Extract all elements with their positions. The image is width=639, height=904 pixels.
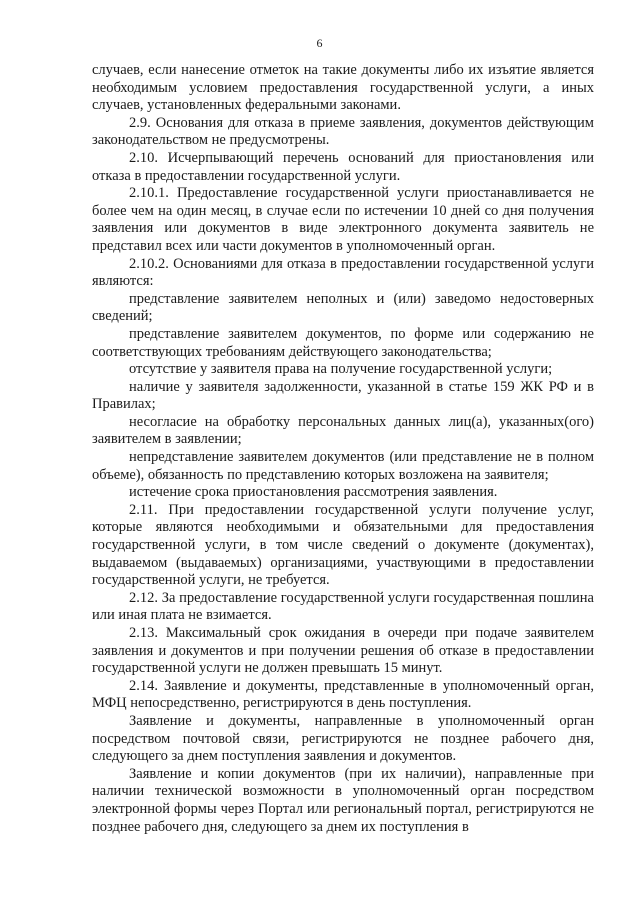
- list-item: отсутствие у заявителя права на получение государственной услуги;: [129, 361, 553, 378]
- paragraph: 2.12. За предоставление государственной услуги государственная пошлина или иная плата не взимается.: [92, 589, 594, 624]
- paragraph: 2.10.1. Предоставление государственной услуги приостанавливается не более чем на один месяц, в случае если по истечении 10 дней со дня получения заявления или документов в виде электронного документа заявитель не представил всех или части документов в уполномоченный орган.: [92, 185, 594, 254]
- list-item: непредставление заявителем документов (или представление не в полном объеме), обязанность по представлению которых возложена на заявителя;: [92, 449, 594, 483]
- paragraph: случаев, если нанесение отметок на такие документы либо их изъятие является необходимым условием предоставления государственной услуги, а иных случаев, установленных федеральными законами.: [92, 62, 594, 114]
- list-item: представление заявителем неполных и (или) заведомо недостоверных сведений;: [92, 290, 594, 325]
- paragraph: 2.10.2. Основаниями для отказа в предоставлении государственной услуги являются:: [92, 255, 594, 290]
- paragraph: Заявление и документы, направленные в уполномоченный орган посредством почтовой связи, регистрируются не позднее рабочего дня, следующего за днем поступления заявления и документов.: [92, 712, 594, 765]
- list-item: наличие у заявителя задолженности, указанной в статье 159 ЖК РФ и в Правилах;: [92, 378, 594, 413]
- list-item: несогласие на обработку персональных данных лиц(а), указанных(ого) заявителем в заявлении;: [92, 413, 594, 448]
- paragraph: Заявление и копии документов (при их наличии), направленные при наличии технической возможности в уполномоченный орган посредством электронной формы через Портал или региональный портал, регистрируются не позднее рабочего дня, следующего за днем их поступления в: [92, 765, 594, 835]
- document-body: [92, 62, 594, 836]
- paragraph: 2.10. Исчерпывающий перечень оснований для приостановления или отказа в предоставлении государственной услуги.: [92, 149, 594, 184]
- paragraph: 2.11. При предоставлении государственной услуги получение услуг, которые являются необходимыми и обязательными для предоставления государственной услуги, в том числе сведений о документе (документах), выдаваемом (выдаваемых) организациями, участвующими в предоставлении государственной услуги, не требуется.: [92, 501, 594, 589]
- paragraph: 2.13. Максимальный срок ожидания в очереди при подаче заявителем заявления и документов и при получении решения об отказе в предоставлении государственной услуги не должен превышать 15 минут.: [92, 625, 594, 677]
- list-item: истечение срока приостановления рассмотрения заявления.: [129, 484, 498, 501]
- paragraph: 2.14. Заявление и документы, представленные в уполномоченный орган, МФЦ непосредственно, регистрируются в день поступления.: [92, 677, 594, 712]
- list-item: представление заявителем документов, по форме или содержанию не соответствующих требованиям действующего законодательства;: [92, 325, 594, 360]
- paragraph: 2.9. Основания для отказа в приеме заявления, документов действующим законодательством не предусмотрены.: [92, 114, 594, 149]
- page-number: 6: [316, 36, 323, 50]
